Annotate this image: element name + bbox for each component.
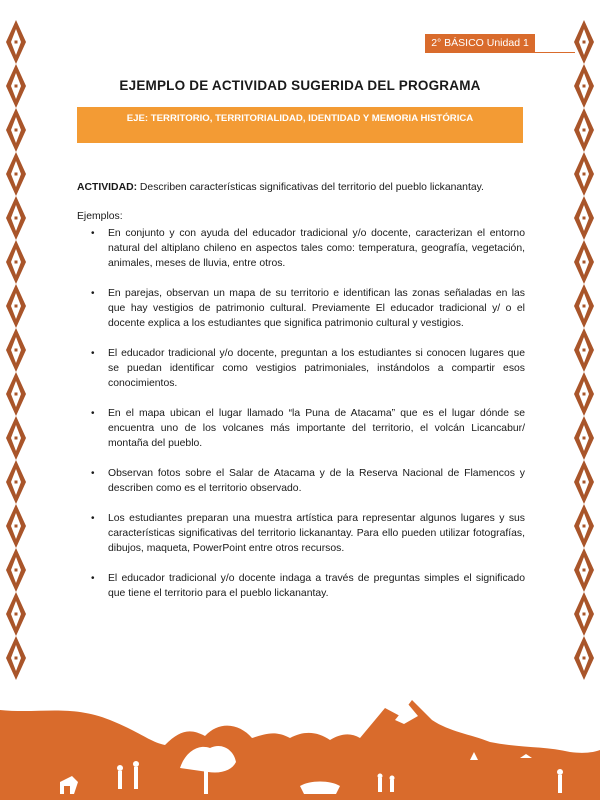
list-item <box>77 511 525 556</box>
unit-tab-underline <box>425 52 575 53</box>
list-item-text: Observan fotos sobre el Salar de Atacama y de la Reserva Nacional de Flamencos y describen como es el territorio observado. <box>108 468 525 494</box>
border-motif <box>6 416 26 460</box>
activity-label: ACTIVIDAD: <box>77 182 138 193</box>
bullet-icon: • <box>91 348 95 359</box>
border-motif <box>574 504 594 548</box>
bullet-icon: • <box>91 573 95 584</box>
bullet-icon: • <box>91 513 95 524</box>
footer-landscape-illustration <box>0 690 600 800</box>
eje-banner <box>77 107 523 143</box>
border-motif <box>6 372 26 416</box>
bullet-icon: • <box>91 288 95 299</box>
border-motif <box>6 460 26 504</box>
examples-label: Ejemplos: <box>77 211 123 222</box>
bullet-icon: • <box>91 468 95 479</box>
border-motif <box>574 328 594 372</box>
list-item <box>77 406 525 451</box>
list-item <box>77 466 525 496</box>
border-motif <box>574 416 594 460</box>
border-motif <box>6 504 26 548</box>
border-motif <box>6 548 26 592</box>
list-item <box>77 571 525 601</box>
border-motif <box>574 636 594 680</box>
list-item-text: En el mapa ubican el lugar llamado “la Puna de Atacama” que es el lugar dónde se encuentra uno de los volcanes más importante del territorio, el volcán Licancabur/ montaña del pueblo. <box>108 408 525 449</box>
list-item-text: El educador tradicional y/o docente indaga a través de preguntas simples el significado que tiene el territorio para el pueblo lickanantay. <box>108 573 525 599</box>
border-motif <box>574 20 594 64</box>
border-motif <box>6 592 26 636</box>
content <box>77 180 525 616</box>
activity-paragraph <box>77 180 525 195</box>
activity-text: Describen características significativas del territorio del pueblo lickanantay. <box>137 182 484 193</box>
border-motif <box>6 20 26 64</box>
page-title: EJEMPLO DE ACTIVIDAD SUGERIDA DEL PROGRAMA <box>119 78 481 93</box>
border-motif <box>574 108 594 152</box>
border-motif <box>574 372 594 416</box>
list-item <box>77 346 525 391</box>
list-item-text: El educador tradicional y/o docente, preguntan a los estudiantes si conocen lugares que se puedan identificar como vestigios patrimoniales, instándolos a compartir esos conocimientos. <box>108 348 525 389</box>
border-motif <box>574 460 594 504</box>
decorative-border-right <box>574 20 594 680</box>
border-motif <box>574 240 594 284</box>
bullet-icon: • <box>91 228 95 239</box>
border-motif <box>6 152 26 196</box>
border-motif <box>574 152 594 196</box>
border-motif <box>6 240 26 284</box>
border-motif <box>574 548 594 592</box>
list-item <box>77 286 525 331</box>
border-motif <box>574 284 594 328</box>
list-item <box>77 226 525 271</box>
border-motif <box>6 196 26 240</box>
list-item-text: Los estudiantes preparan una muestra artística para representar algunos lugares y sus características significativas del territorio lickanantay. Para ello pueden utilizar fotografías, dibujos, maqueta, PowerPoint entre otros recursos. <box>108 513 525 554</box>
border-motif <box>6 108 26 152</box>
unit-tab-label: 2° BÁSICO Unidad 1 <box>431 37 529 49</box>
list-item-text: En conjunto y con ayuda del educador tradicional y/o docente, caracterizan el entorno natural del altiplano chileno en aspectos tales como: temperatura, geografía, vegetación, animales, meses de lluvia, entre otros. <box>108 228 525 269</box>
border-motif <box>6 636 26 680</box>
border-motif <box>6 328 26 372</box>
border-motif <box>574 592 594 636</box>
list-item-text: En parejas, observan un mapa de su territorio e identifican las zonas señaladas en las que hay vestigios de patrimonio cultural. Previamente El educador tradicional y/ o el docente explica a los estudiantes que significa patrimonio cultural y vestigios. <box>108 288 525 329</box>
landscape-silhouette <box>0 700 600 800</box>
unit-tab <box>425 34 535 52</box>
border-motif <box>6 284 26 328</box>
examples-list <box>77 226 525 601</box>
eje-banner-text: EJE: TERRITORIO, TERRITORIALIDAD, IDENTIDAD Y MEMORIA HISTÓRICA <box>126 113 474 124</box>
decorative-border-left <box>6 20 26 680</box>
border-motif <box>574 196 594 240</box>
bullet-icon: • <box>91 408 95 419</box>
